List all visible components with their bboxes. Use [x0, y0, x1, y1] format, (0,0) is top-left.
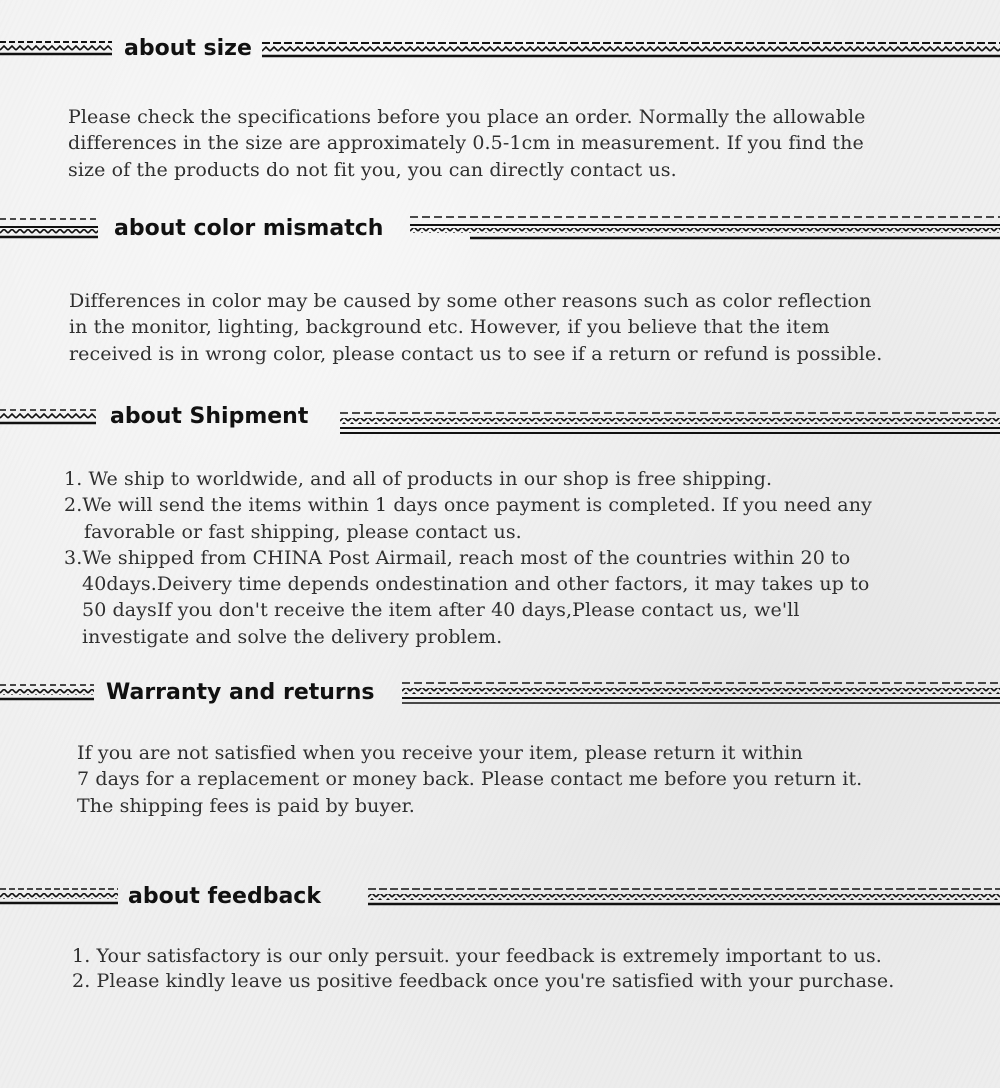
- heading-left-ornament: [0, 39, 112, 59]
- heading-left-ornament: [0, 682, 94, 704]
- text-line: If you are not satisfied when you receive your item, please return it within: [77, 742, 803, 764]
- section-heading-color: [0, 214, 1000, 244]
- section-title: about color mismatch: [114, 216, 384, 241]
- section-title: Warranty and returns: [106, 680, 375, 705]
- list-item-continuation: 40days.Deivery time depends ondestination and other factors, it may takes up to: [82, 573, 870, 596]
- list-item: 1. Your satisfactory is our only persuit. your feedback is extremely important to us.: [72, 945, 882, 967]
- list-item: 3.We shipped from CHINA Post Airmail, reach most of the countries within 20 to: [64, 546, 851, 569]
- section-heading-shipment: [0, 402, 1000, 432]
- heading-right-ornament: [402, 680, 1000, 706]
- color-paragraph: [69, 288, 882, 367]
- text-line: size of the products do not fit you, you can directly contact us.: [68, 158, 677, 181]
- heading-left-ornament: [0, 886, 118, 908]
- feedback-list: [72, 944, 894, 994]
- warranty-paragraph: [77, 740, 862, 819]
- heading-right-ornament: [262, 40, 1000, 62]
- heading-right-ornament: [340, 410, 1000, 436]
- section-heading-size: [0, 34, 1000, 64]
- list-item-continuation: favorable or fast shipping, please contact us.: [84, 520, 522, 543]
- list-item-continuation: investigate and solve the delivery problem.: [82, 625, 503, 648]
- list-item: 1. We ship to worldwide, and all of products in our shop is free shipping.: [64, 468, 773, 490]
- section-heading-feedback: [0, 882, 1000, 912]
- text-line: The shipping fees is paid by buyer.: [77, 794, 415, 817]
- heading-left-ornament: [0, 216, 98, 240]
- section-title: about feedback: [128, 884, 321, 909]
- text-line: Please check the specifications before you place an order. Normally the allowable: [68, 106, 866, 128]
- list-item: 2.We will send the items within 1 days once payment is completed. If you need any: [64, 494, 872, 517]
- list-item: 2. Please kindly leave us positive feedback once you're satisfied with your purchase.: [72, 970, 895, 992]
- text-line: in the monitor, lighting, background etc. However, if you believe that the item: [69, 316, 830, 339]
- section-heading-warranty: [0, 678, 1000, 708]
- list-item-continuation: 50 daysIf you don't receive the item after 40 days,Please contact us, we'll: [82, 599, 800, 622]
- heading-right-ornament: [368, 886, 1000, 910]
- heading-right-ornament: [410, 214, 1000, 242]
- text-line: differences in the size are approximately 0.5-1cm in measurement. If you find the: [68, 132, 864, 155]
- text-line: 7 days for a replacement or money back. Please contact me before you return it.: [77, 768, 863, 791]
- heading-left-ornament: [0, 407, 96, 429]
- section-title: about Shipment: [110, 404, 309, 429]
- section-title: about size: [124, 36, 252, 61]
- text-line: Differences in color may be caused by some other reasons such as color reflection: [69, 290, 872, 312]
- size-paragraph: [68, 104, 866, 183]
- text-line: received is in wrong color, please contact us to see if a return or refund is possible.: [69, 342, 883, 365]
- shipment-list: [64, 466, 872, 650]
